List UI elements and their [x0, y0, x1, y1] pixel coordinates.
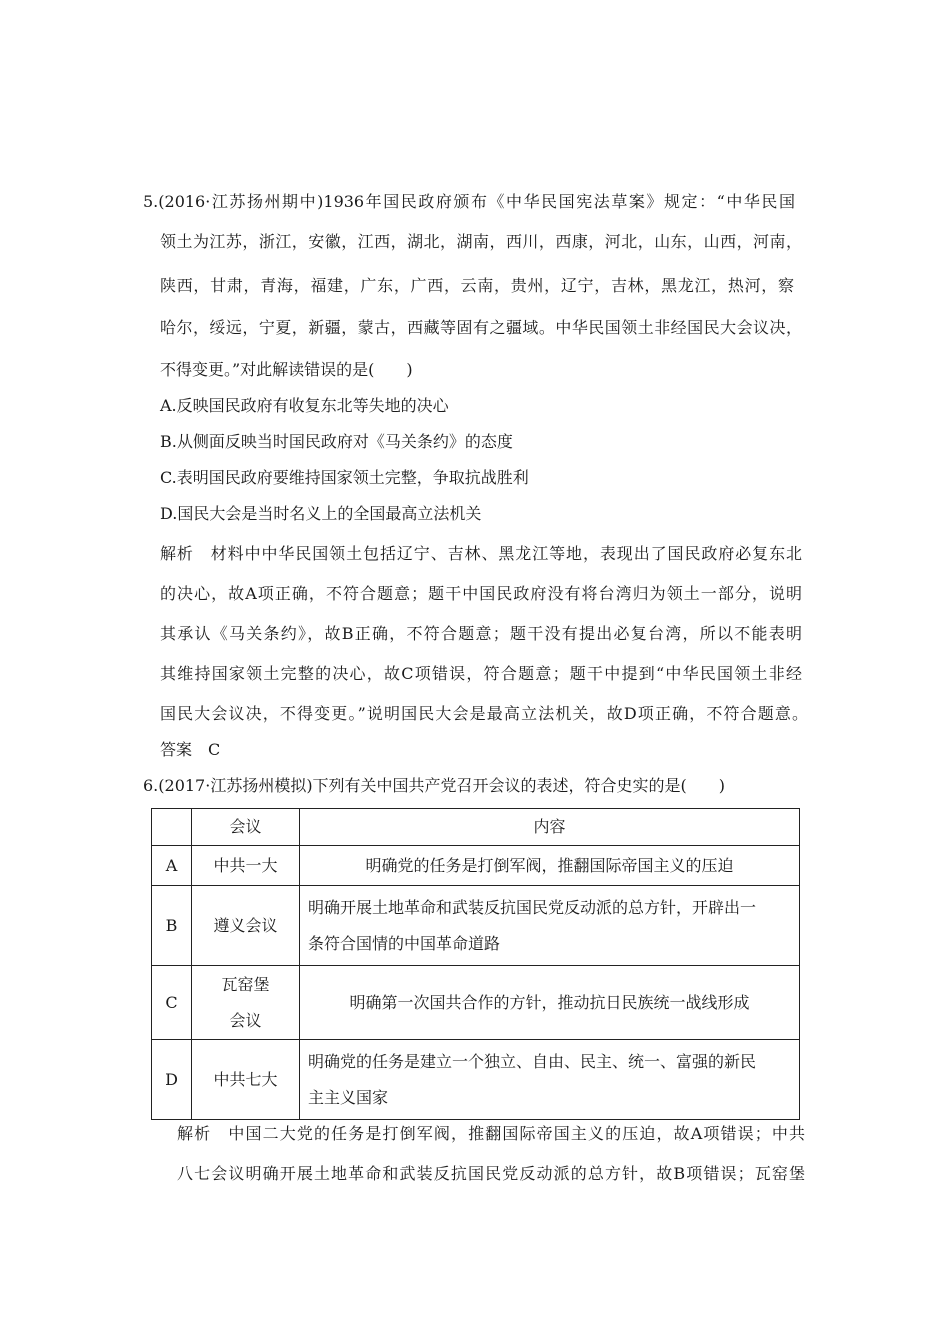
meeting-name: 中共七大 — [213, 1069, 278, 1089]
table-header-row — [152, 809, 800, 846]
q5-option-a: A.反映国民政府有收复东北等失地的决心 — [160, 396, 449, 415]
row-content — [300, 966, 800, 1040]
row-meeting — [192, 1040, 300, 1120]
q5-option-c: C.表明国民政府要维持国家领土完整，争取抗战胜利 — [160, 468, 529, 487]
content-line-1: 明确党的任务是建立一个独立、自由、民主、统一、富强的新民 — [308, 1051, 757, 1071]
row-content — [300, 846, 800, 886]
table-row — [152, 846, 800, 886]
q5-stem-line-2: 领土为江苏，浙江，安徽，江西，湖北，湖南，西川，西康，河北，山东，山西，河南， — [160, 232, 802, 251]
q6-analysis-line-1: 解析 中国二大党的任务是打倒军阀，推翻国际帝国主义的压迫，故A项错误；中共 — [177, 1124, 805, 1143]
header-content: 内容 — [300, 809, 800, 846]
content-line-2: 条符合国情的中国革命道路 — [308, 933, 501, 953]
q6-analysis-line-2: 八七会议明确开展土地革命和武装反抗国民党反动派的总方针，故B项错误；瓦窑堡 — [177, 1164, 805, 1183]
row-letter: A — [152, 846, 192, 886]
row-meeting — [192, 886, 300, 966]
row-meeting — [192, 846, 300, 886]
content-text: 明确第一次国共合作的方针，推动抗日民族统一战线形成 — [349, 992, 750, 1012]
header-blank — [152, 809, 192, 846]
content-text: 明确党的任务是打倒军阀，推翻国际帝国主义的压迫 — [365, 855, 734, 875]
q6-table — [151, 808, 800, 1120]
row-letter: C — [152, 966, 192, 1040]
row-content — [300, 1040, 800, 1120]
meeting-name: 中共一大 — [213, 855, 278, 875]
header-meeting: 会议 — [192, 809, 300, 846]
row-letter: D — [152, 1040, 192, 1120]
q5-stem-line-4: 哈尔，绥远，宁夏，新疆，蒙古，西藏等固有之疆域。中华民国领土非经国民大会议决， — [160, 318, 802, 337]
q5-analysis-line-4: 其维持国家领土完整的决心，故C项错误，符合题意；题干中提到“中华民国领土非经 — [160, 664, 802, 683]
content-line-2: 主主义国家 — [308, 1087, 389, 1107]
meeting-name-line-2: 会议 — [229, 1010, 262, 1030]
row-meeting — [192, 966, 300, 1040]
q5-analysis-line-2: 的决心，故A项正确，不符合题意；题干中国民政府没有将台湾归为领土一部分，说明 — [160, 584, 802, 603]
meeting-name-line-1: 瓦窑堡 — [221, 974, 270, 994]
q5-option-b: B.从侧面反映当时国民政府对《马关条约》的态度 — [160, 432, 513, 451]
row-content — [300, 886, 800, 966]
table-row — [152, 966, 800, 1040]
q5-analysis-line-1: 解析 材料中中华民国领土包括辽宁、吉林、黑龙江等地，表现出了国民政府必复东北 — [160, 544, 802, 563]
content-line-1: 明确开展土地革命和武装反抗国民党反动派的总方针，开辟出一 — [308, 897, 757, 917]
table-row — [152, 886, 800, 966]
q5-option-d: D.国民大会是当时名义上的全国最高立法机关 — [160, 504, 482, 523]
meeting-name: 遵义会议 — [213, 915, 278, 935]
q5-stem-line-5: 不得变更。”对此解读错误的是( ) — [160, 360, 413, 379]
row-letter: B — [152, 886, 192, 966]
q5-answer: 答案 C — [160, 740, 221, 759]
q5-stem-line-3: 陕西，甘肃，青海，福建，广东，广西，云南，贵州，辽宁，吉林，黑龙江，热河，察 — [160, 276, 794, 295]
q6-stem: 6.(2017·江苏扬州模拟)下列有关中国共产党召开会议的表述，符合史实的是( ) — [143, 776, 726, 795]
q5-stem-line-1: 5.(2016·江苏扬州期中)1936年国民政府颁布《中华民国宪法草案》规定：“中华民国 — [143, 192, 795, 211]
q5-analysis-line-5: 国民大会议决，不得变更。”说明国民大会是最高立法机关，故D项正确，不符合题意。 — [160, 704, 808, 723]
table-row — [152, 1040, 800, 1120]
q5-analysis-line-3: 其承认《马关条约》，故B正确，不符合题意；题干没有提出必复台湾，所以不能表明 — [160, 624, 802, 643]
